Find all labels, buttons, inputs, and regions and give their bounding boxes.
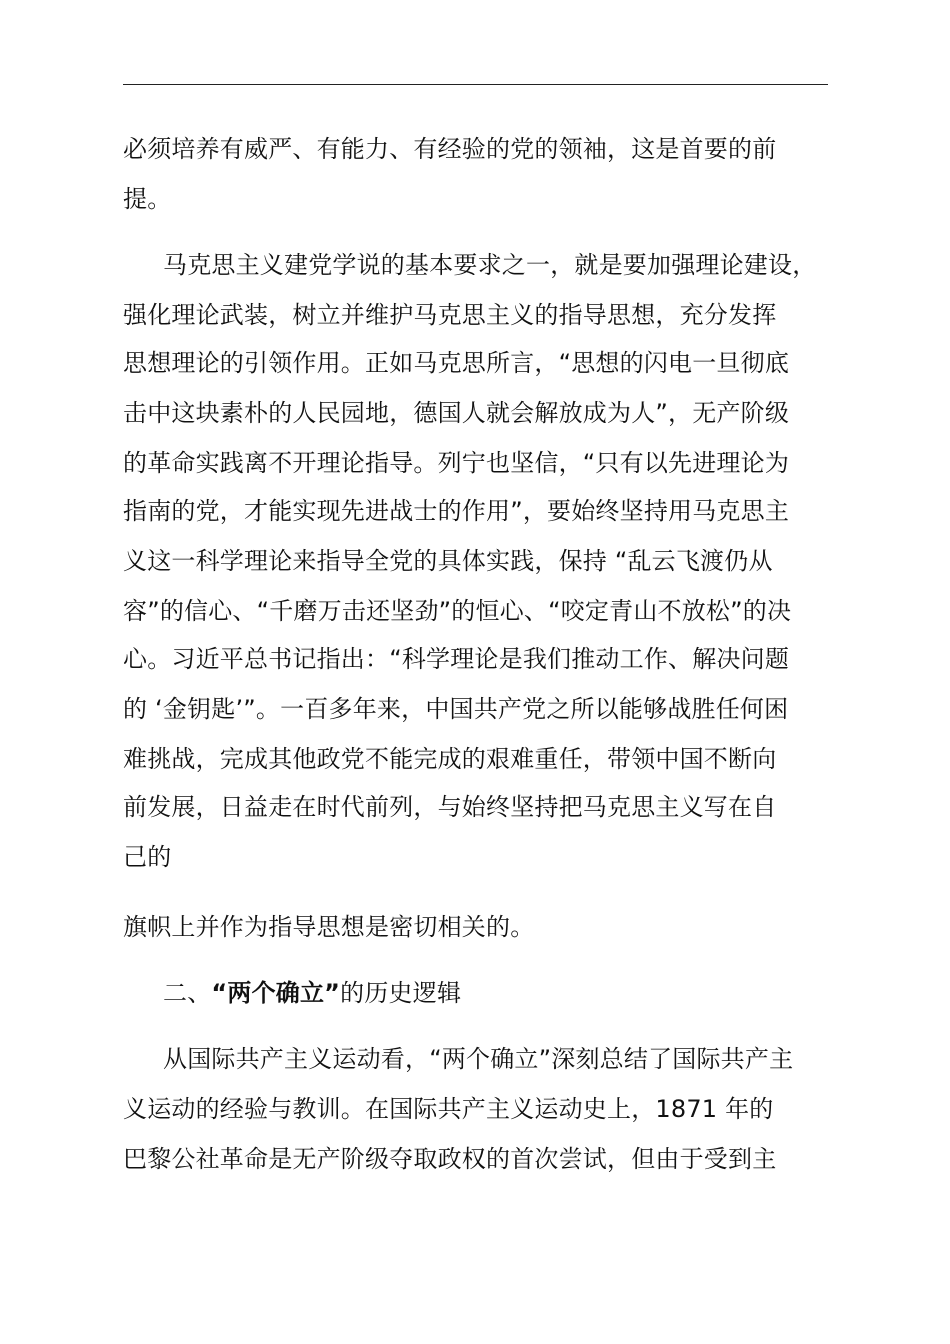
paragraph-4-line-1: 从国际共产主义运动看，“两个确立”深刻总结了国际共产主 (163, 1045, 794, 1073)
paragraph-1-line-1: 必须培养有威严、有能力、有经验的党的领袖，这是首要的前 (123, 135, 777, 163)
paragraph-2-line-6: 指南的党，才能实现先进战士的作用”，要始终坚持用马克思主 (123, 497, 790, 525)
section-heading-prefix: 二、 (163, 979, 212, 1007)
paragraph-1-line-2: 提。 (123, 185, 172, 213)
section-heading-bold: “两个确立” (211, 979, 341, 1007)
paragraph-2-line-1: 马克思主义建党学说的基本要求之一，就是要加强理论建设， (163, 251, 817, 279)
paragraph-2-line-12: 前发展，日益走在时代前列，与始终坚持把马克思主义写在自 (123, 793, 777, 821)
paragraph-2-line-2: 强化理论武装，树立并维护马克思主义的指导思想，充分发挥 (123, 301, 777, 329)
paragraph-4-line-3: 巴黎公社革命是无产阶级夺取政权的首次尝试，但由于受到主 (123, 1145, 777, 1173)
paragraph-3-line-1: 旗帜上并作为指导思想是密切相关的。 (123, 913, 535, 941)
paragraph-2-line-13: 己的 (123, 843, 172, 871)
paragraph-2-line-5: 的革命实践离不开理论指导。列宁也坚信，“只有以先进理论为 (123, 449, 790, 477)
paragraph-4-line-2: 义运动的经验与教训。在国际共产主义运动史上，1871 年的 (123, 1095, 774, 1123)
paragraph-2-line-3: 思想理论的引领作用。正如马克思所言，“思想的闪电一旦彻底 (123, 349, 790, 377)
paragraph-2-line-10: 的 ‘金钥匙’”。一百多年来，中国共产党之所以能够战胜任何困 (123, 695, 789, 723)
header-rule (123, 84, 828, 85)
paragraph-2-line-11: 难挑战，完成其他政党不能完成的艰难重任，带领中国不断向 (123, 745, 777, 773)
section-heading-suffix: 的历史逻辑 (340, 979, 462, 1007)
paragraph-2-line-4: 击中这块素朴的人民园地，德国人就会解放成为人”，无产阶级 (123, 399, 790, 427)
paragraph-2-line-8: 容”的信心、“千磨万击还坚劲”的恒心、“咬定青山不放松”的决 (123, 597, 792, 625)
section-heading (163, 978, 461, 1008)
paragraph-2-line-9: 心。习近平总书记指出：“科学理论是我们推动工作、解决问题 (123, 645, 790, 673)
paragraph-2-line-7: 义这一科学理论来指导全党的具体实践，保持 “乱云飞渡仍从 (123, 547, 773, 575)
